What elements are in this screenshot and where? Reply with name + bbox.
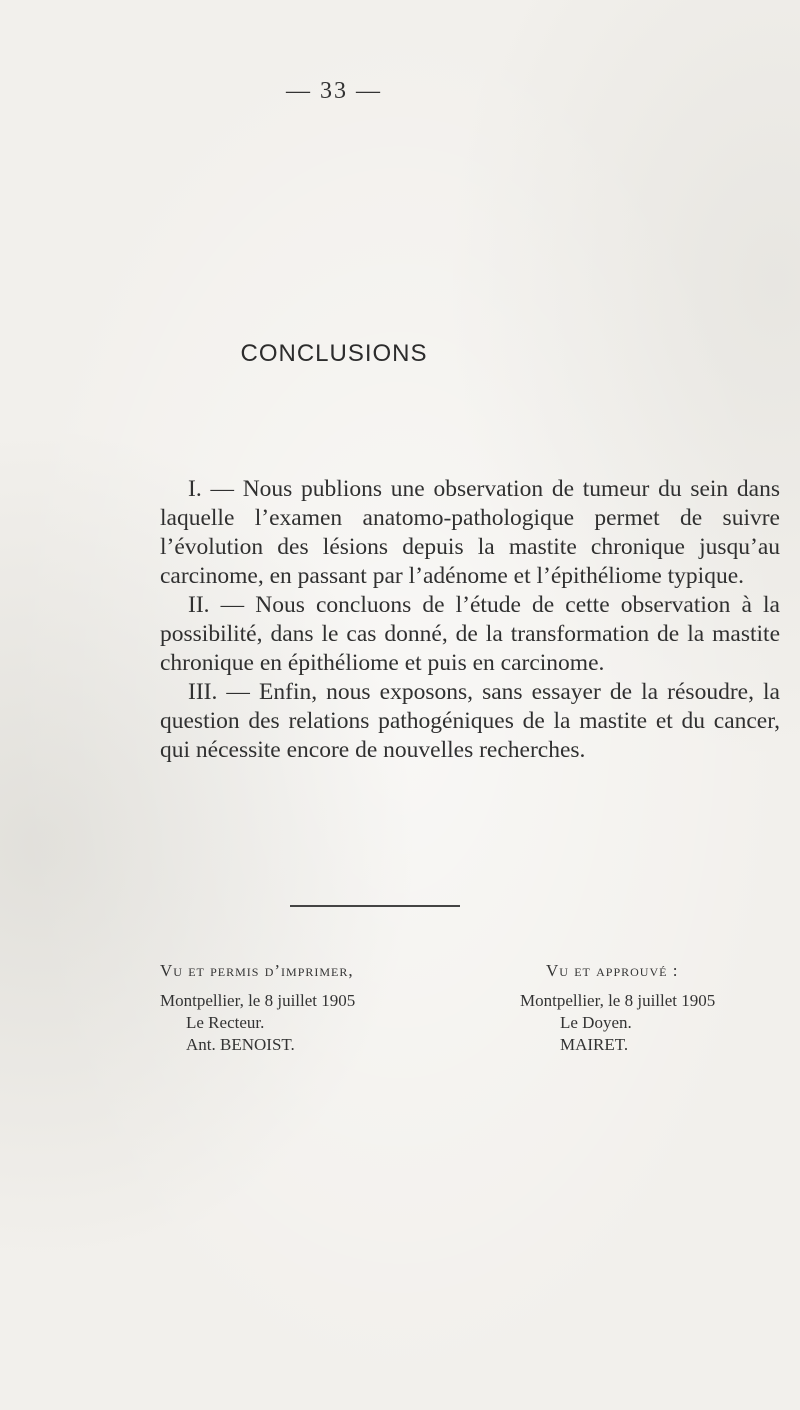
approval-heading: Vu et approuvé : <box>546 961 679 980</box>
imprimatur-block <box>160 960 420 1056</box>
imprimatur-place-date: Montpellier, le 8 juillet 1905 <box>160 991 356 1010</box>
imprimatur-heading: Vu et permis d’imprimer, <box>160 961 354 980</box>
conclusion-paragraph-2: II. — Nous concluons de l’étude de cette observation à la possibilité, dans le cas donné, de la transformation de la mastite chronique en épithéliome et puis en carcinome. <box>160 592 780 676</box>
approval-title: Le Doyen. <box>560 1013 632 1032</box>
approval-block <box>520 960 780 1056</box>
conclusion-paragraph-1: I. — Nous publions une observation de tumeur du sein dans laquelle l’examen anatomo-pathologique permet de suivre l’évolution des lésions depuis la mastite chronique jusqu’au carcinome, en passant par l’adénome et l’épithéliome typique. <box>160 476 780 589</box>
section-heading: CONCLUSIONS <box>240 340 428 367</box>
imprimatur-name: Ant. BENOIST. <box>186 1035 295 1054</box>
page-number: — 33 — <box>286 78 382 104</box>
approval-name: MAIRET. <box>560 1035 629 1054</box>
imprimatur-title: Le Recteur. <box>186 1013 265 1032</box>
conclusions-body <box>160 475 780 765</box>
conclusion-paragraph-3: III. — Enfin, nous exposons, sans essayer de la résoudre, la question des relations pathogéniques de la mastite et du cancer, qui nécessite encore de nouvelles recherches. <box>160 679 780 763</box>
separator-rule <box>290 905 460 907</box>
approval-place-date: Montpellier, le 8 juillet 1905 <box>520 991 716 1010</box>
